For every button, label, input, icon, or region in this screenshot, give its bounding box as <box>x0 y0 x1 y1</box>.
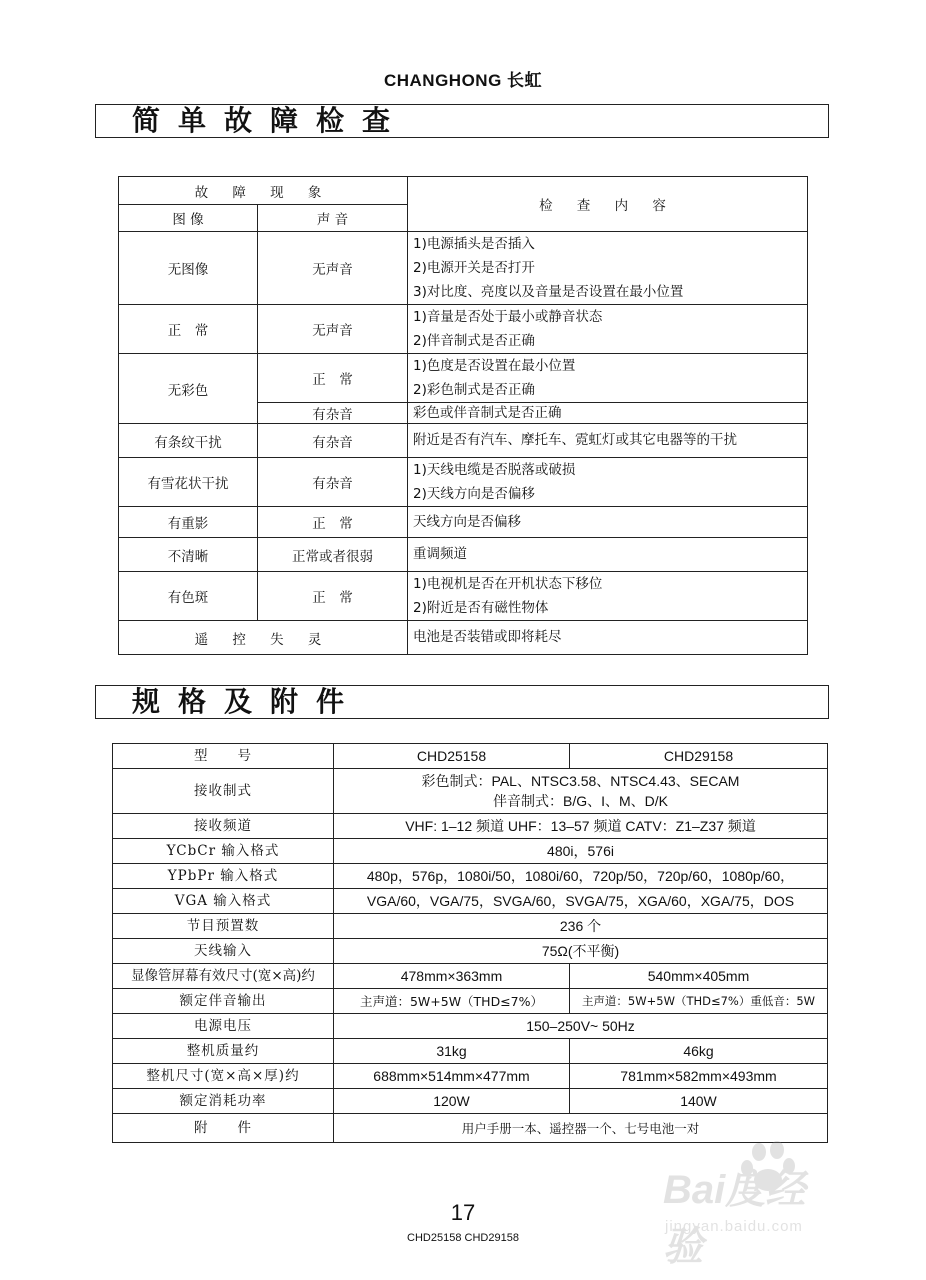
spec-label: YCbCr 输入格式 <box>113 839 334 864</box>
symptom-image: 有色斑 <box>119 572 258 621</box>
check-line: 2)彩色制式是否正确 <box>413 382 535 398</box>
spec-value <box>334 769 828 814</box>
spec-label: 接收制式 <box>113 769 334 814</box>
spec-label: 额定伴音输出 <box>113 989 334 1014</box>
symptom-image: 有条纹干扰 <box>119 424 258 458</box>
spec-value: VHF: 1–12 频道 UHF：13–57 频道 CATV：Z1–Z37 频道 <box>334 814 828 839</box>
symptom-image: 不清晰 <box>119 538 258 572</box>
check-content <box>408 354 808 403</box>
symptom-sound: 正 常 <box>258 507 408 538</box>
spec-value: 主声道：5W+5W（THD≤7%）重低音：5W <box>570 989 828 1014</box>
fault-section-title: 简单故障检查 <box>95 104 829 138</box>
header-sound: 声 音 <box>258 205 408 232</box>
table-row <box>119 572 808 621</box>
check-line: 2)电源开关是否打开 <box>413 260 535 276</box>
check-line: 3)对比度、亮度以及音量是否设置在最小位置 <box>413 284 684 300</box>
spec-label: 整机质量约 <box>113 1039 334 1064</box>
check-content <box>408 232 808 305</box>
spec-label: 整机尺寸(宽×高×厚)约 <box>113 1064 334 1089</box>
fault-table <box>118 176 808 655</box>
symptom-sound: 有杂音 <box>258 458 408 507</box>
check-content <box>408 572 808 621</box>
spec-value: 75Ω(不平衡) <box>334 939 828 964</box>
check-content <box>408 424 808 458</box>
check-line: 2)伴音制式是否正确 <box>413 333 535 349</box>
spec-section-title: 规格及附件 <box>95 685 829 719</box>
spec-label: 额定消耗功率 <box>113 1089 334 1114</box>
table-row <box>113 1039 828 1064</box>
spec-value: 140W <box>570 1089 828 1114</box>
reception-color: 彩色制式：PAL、NTSC3.58、NTSC4.43、SECAM <box>421 773 740 789</box>
symptom-sound: 正 常 <box>258 572 408 621</box>
table-row <box>113 814 828 839</box>
table-row <box>113 839 828 864</box>
spec-value: 120W <box>334 1089 570 1114</box>
table-row <box>119 232 808 305</box>
table-row <box>113 1089 828 1114</box>
spec-label: 接收频道 <box>113 814 334 839</box>
table-row <box>119 354 808 403</box>
spec-label: 电源电压 <box>113 1014 334 1039</box>
symptom-sound: 正常或者很弱 <box>258 538 408 572</box>
brand-logo: CHANGHONG 长虹 <box>383 71 543 90</box>
check-line: 2)附近是否有磁性物体 <box>413 600 549 616</box>
check-content <box>408 507 808 538</box>
table-row <box>113 1014 828 1039</box>
footer-models: CHD25158 CHD29158 <box>407 1232 519 1244</box>
spec-value: CHD29158 <box>570 744 828 769</box>
check-line: 天线方向是否偏移 <box>413 514 521 530</box>
check-line: 重调频道 <box>413 546 467 562</box>
check-line: 1)天线电缆是否脱落或破损 <box>413 462 576 478</box>
header-check: 检 查 内 容 <box>408 177 808 232</box>
header-symptom: 故 障 现 象 <box>119 177 408 205</box>
symptom-remote: 遥 控 失 灵 <box>119 621 408 655</box>
spec-value: 480i，576i <box>334 839 828 864</box>
table-row <box>113 939 828 964</box>
table-row <box>113 769 828 814</box>
spec-label: YPbPr 输入格式 <box>113 864 334 889</box>
table-row <box>119 458 808 507</box>
table-row <box>113 1064 828 1089</box>
spec-label: 节目预置数 <box>113 914 334 939</box>
spec-value: 150–250V~ 50Hz <box>334 1014 828 1039</box>
page-number: 17 <box>450 1200 476 1225</box>
check-line: 1)音量是否处于最小或静音状态 <box>413 309 603 325</box>
check-line: 彩色或伴音制式是否正确 <box>413 404 562 421</box>
table-row <box>113 1114 828 1143</box>
spec-value: CHD25158 <box>334 744 570 769</box>
spec-value: 46kg <box>570 1039 828 1064</box>
check-line: 1)电源插头是否插入 <box>413 236 535 252</box>
watermark-text: Bai度经验 <box>663 1168 806 1269</box>
symptom-image: 有重影 <box>119 507 258 538</box>
check-line: 1)电视机是否在开机状态下移位 <box>413 576 603 592</box>
table-row <box>113 914 828 939</box>
check-line: 2)天线方向是否偏移 <box>413 486 535 502</box>
symptom-image: 无彩色 <box>119 354 258 424</box>
spec-label: 显像管屏幕有效尺寸(宽×高)约 <box>113 964 334 989</box>
check-content <box>408 305 808 354</box>
check-line: 电池是否装错或即将耗尽 <box>413 629 562 645</box>
spec-value: 236 个 <box>334 914 828 939</box>
spec-value: VGA/60，VGA/75，SVGA/60，SVGA/75，XGA/60，XGA/75，DOS <box>334 889 828 914</box>
spec-value: 480p，576p，1080i/50，1080i/60，720p/50，720p/60，1080p/60， <box>334 864 828 889</box>
spec-label: VGA 输入格式 <box>113 889 334 914</box>
header-image: 图 像 <box>119 205 258 232</box>
check-content <box>408 403 808 424</box>
symptom-image: 无图像 <box>119 232 258 305</box>
table-row <box>119 538 808 572</box>
table-row <box>113 889 828 914</box>
check-line: 附近是否有汽车、摩托车、霓虹灯或其它电器等的干扰 <box>413 432 737 448</box>
spec-value: 540mm×405mm <box>570 964 828 989</box>
watermark-url: jingyan.baidu.com <box>665 1218 803 1235</box>
symptom-sound: 有杂音 <box>258 424 408 458</box>
symptom-sound: 有杂音 <box>258 403 408 424</box>
table-row <box>119 424 808 458</box>
spec-table <box>112 743 828 1143</box>
check-content <box>408 458 808 507</box>
symptom-image: 正 常 <box>119 305 258 354</box>
symptom-sound: 正 常 <box>258 354 408 403</box>
table-row <box>113 744 828 769</box>
spec-value: 688mm×514mm×477mm <box>334 1064 570 1089</box>
spec-value: 用户手册一本、遥控器一个、七号电池一对 <box>334 1114 828 1143</box>
spec-label: 天线输入 <box>113 939 334 964</box>
check-content <box>408 538 808 572</box>
table-row <box>119 305 808 354</box>
spec-label: 型 号 <box>113 744 334 769</box>
check-line: 1)色度是否设置在最小位置 <box>413 358 576 374</box>
table-row <box>113 964 828 989</box>
table-row <box>119 621 808 655</box>
symptom-sound: 无声音 <box>258 305 408 354</box>
spec-label: 附 件 <box>113 1114 334 1143</box>
symptom-sound: 无声音 <box>258 232 408 305</box>
table-row <box>113 864 828 889</box>
reception-sound: 伴音制式：B/G、I、M、D/K <box>492 793 668 809</box>
spec-value: 478mm×363mm <box>334 964 570 989</box>
spec-value: 主声道：5W+5W（THD≤7%） <box>334 989 570 1014</box>
spec-value: 781mm×582mm×493mm <box>570 1064 828 1089</box>
spec-value: 31kg <box>334 1039 570 1064</box>
table-row <box>119 507 808 538</box>
check-content <box>408 621 808 655</box>
table-row <box>113 989 828 1014</box>
symptom-image: 有雪花状干扰 <box>119 458 258 507</box>
